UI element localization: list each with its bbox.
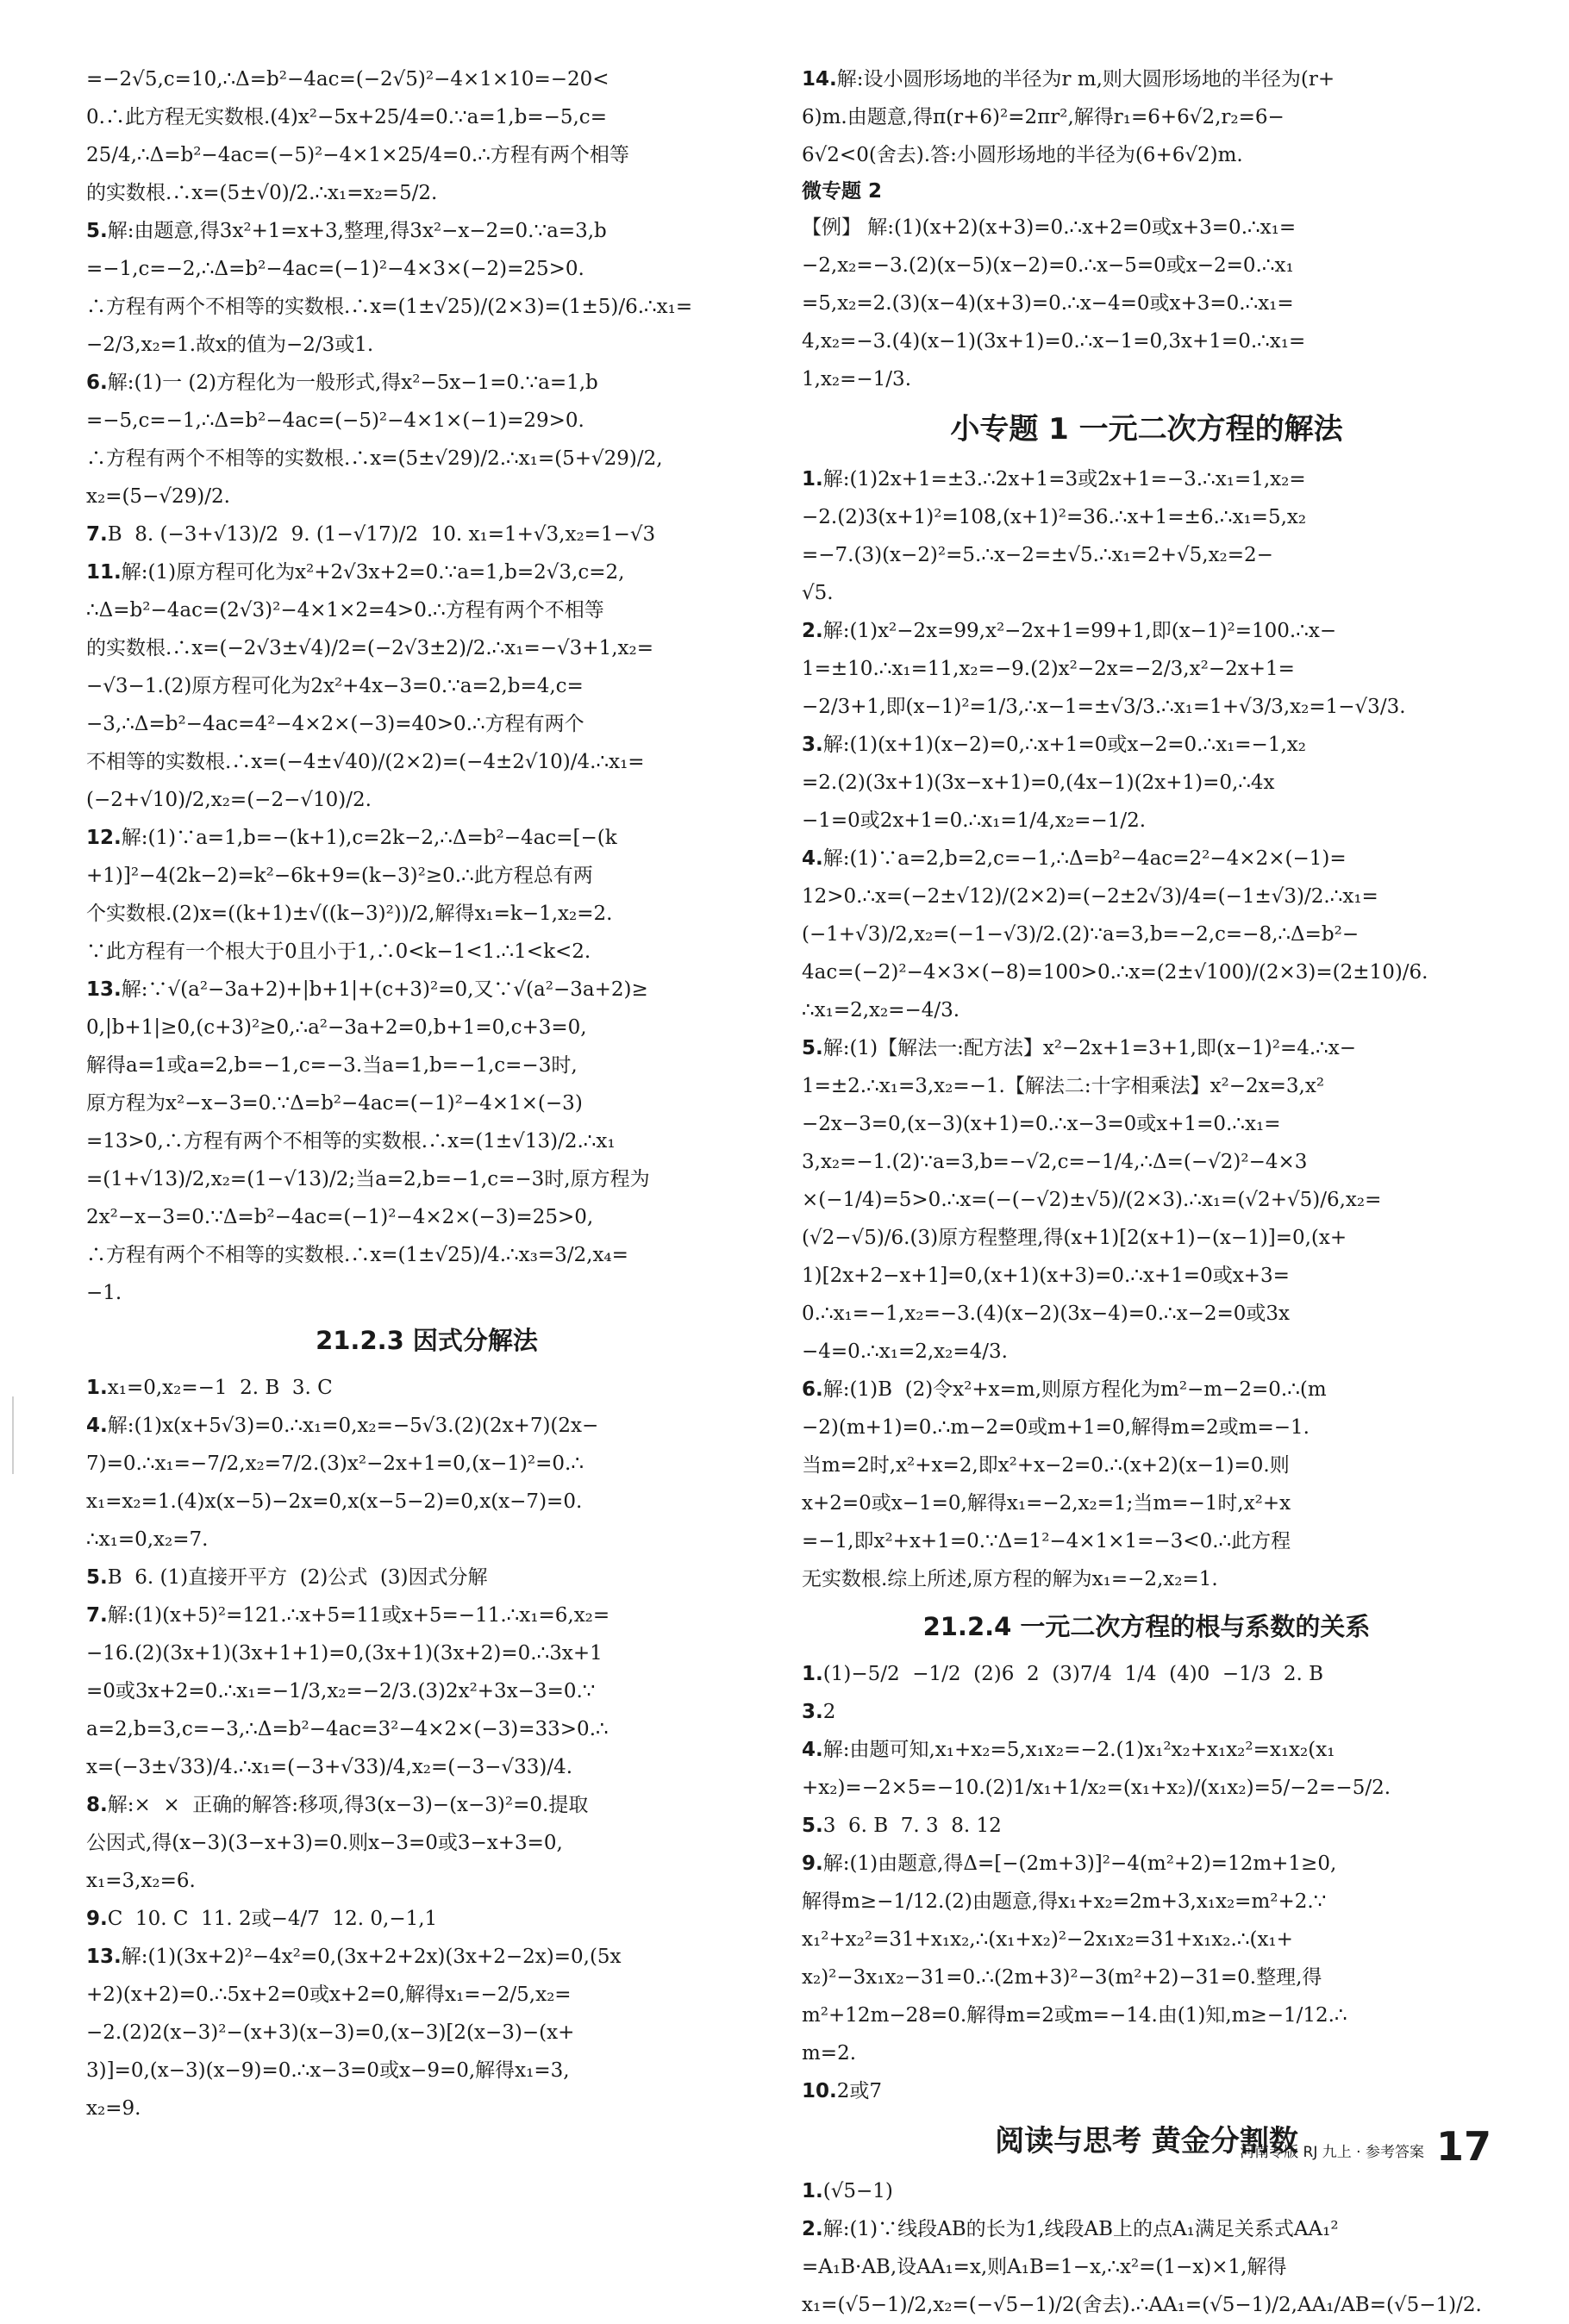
answer-text: +1)]²−4(2k−2)=k²−6k+9=(k−3)²≥0.∴此方程总有两 [86, 865, 593, 887]
topic-1-items [802, 460, 1491, 1598]
item-number: 4. [802, 1739, 823, 1761]
answer-item [802, 460, 1491, 612]
answer-text: −2/3,x₂=1.故x的值为−2/3或1. [86, 334, 374, 356]
answer-item [86, 553, 767, 819]
answer-text: =−7.(3)(x−2)²=5.∴x−2=±√5.∴x₁=2+√5,x₂=2− [802, 544, 1273, 566]
answer-line [86, 440, 767, 478]
item-number: 1. [802, 1663, 823, 1685]
answer-line [802, 1409, 1491, 1446]
left-intro-block [86, 60, 767, 212]
answer-line [802, 2248, 1491, 2286]
micro-topic-heading: 微专题 2 [802, 180, 883, 203]
answer-item [802, 840, 1491, 1029]
answer-item [86, 1596, 767, 1786]
answer-text: =−5,c=−1,∴Δ=b²−4ac=(−5)²−4×1×(−1)=29>0. [86, 409, 584, 432]
micro-topic-lines [802, 209, 1491, 398]
answer-text: 7)=0.∴x₁=−7/2,x₂=7/2.(3)x²−2x+1=0,(x−1)²=0.∴ [86, 1452, 584, 1475]
answer-text: 无实数根.综上所述,原方程的解为x₁=−2,x₂=1. [802, 1568, 1218, 1590]
answer-text: 解:(1)∵线段AB的长为1,线段AB上的点A₁满足关系式AA₁² [822, 2218, 1339, 2240]
answer-line [86, 1559, 767, 1596]
answer-line [86, 1198, 767, 1236]
answer-text: √5. [802, 582, 834, 604]
answer-text: ∴方程有两个不相等的实数根.∴x=(1±√25)/4.∴x₃=3/2,x₄= [86, 1244, 628, 1266]
answer-text: 0.∴x₁=−1,x₂=−3.(4)(x−2)(3x−4)=0.∴x−2=0或3x [802, 1303, 1291, 1325]
answer-line [802, 726, 1491, 764]
answer-line [802, 1845, 1491, 1883]
right-column [802, 60, 1491, 2324]
answer-line [802, 1029, 1491, 1067]
answer-text: ∴x₁=2,x₂=−4/3. [802, 999, 960, 1021]
item-number: 4. [802, 847, 823, 870]
answer-line [86, 667, 767, 705]
item-number: 9. [86, 1908, 108, 1930]
answer-text: x₁²+x₂²=31+x₁x₂,∴(x₁+x₂)²−2x₁x₂=31+x₁x₂.∴(x₁+ [802, 1928, 1293, 1951]
answer-line [86, 1160, 767, 1198]
answer-text: 3)]=0,(x−3)(x−9)=0.∴x−3=0或x−9=0,解得x₁=3, [86, 2059, 570, 2082]
answer-line [86, 2014, 767, 2052]
answer-line [86, 212, 767, 250]
answer-line [86, 1521, 767, 1559]
answer-item [802, 1029, 1491, 1371]
answer-line: =5,x₂=2.(3)(x−4)(x+3)=0.∴x−4=0或x+3=0.∴x₁= [802, 292, 1294, 315]
answer-line [802, 98, 1491, 136]
answer-text: (√5−1) [822, 2180, 893, 2202]
answer-text: ∴方程有两个不相等的实数根.∴x=(5±√29)/2.∴x₁=(5+√29)/2, [86, 447, 663, 470]
answer-text: 2 [822, 1701, 836, 1723]
answer-line [86, 1445, 767, 1483]
section-heading-21-2-4: 21.2.4 一元二次方程的根与系数的关系 [922, 1612, 1371, 1641]
answer-line [802, 1883, 1491, 1921]
answer-line [86, 1009, 767, 1046]
answer-item [86, 819, 767, 971]
item-number: 1. [802, 2180, 823, 2202]
answer-item [802, 612, 1491, 726]
section-21-2-4-items [802, 1655, 1491, 2110]
answer-text: 解:(1)x²−2x=99,x²−2x+1=99+1,即(x−1)²=100.∴x− [822, 620, 1337, 642]
answer-line [802, 802, 1491, 840]
answer-text: 解:∵√(a²−3a+2)+|b+1|+(c+3)²=0,又∵√(a²−3a+2)≥ [121, 978, 648, 1001]
answer-line [802, 1484, 1491, 1522]
answer-text: +2)(x+2)=0.∴5x+2=0或x+2=0,解得x₁=−2/5,x₂= [86, 1984, 572, 2006]
answer-line [802, 650, 1491, 688]
answer-text: 解:(1)原方程可化为x²+2√3x+2=0.∵a=1,b=2√3,c=2, [121, 561, 625, 584]
answer-line [802, 1959, 1491, 1996]
answer-text: 6)m.由题意,得π(r+6)²=2πr²,解得r₁=6+6√2,r₂=6− [802, 106, 1285, 128]
answer-line [86, 895, 767, 933]
answer-text: (1)−5/2 −1/2 (2)6 2 (3)7/4 1/4 (4)0 −1/3 2. B [822, 1663, 1323, 1685]
item-number: 6. [86, 372, 108, 394]
answer-item [86, 1900, 767, 1938]
answer-text: 解得m≥−1/12.(2)由题意,得x₁+x₂=2m+3,x₁x₂=m²+2.∵ [802, 1890, 1327, 1913]
answer-line [802, 1769, 1491, 1807]
answer-line [802, 1105, 1491, 1143]
answer-line: 1,x₂=−1/3. [802, 368, 912, 390]
answer-text: =0或3x+2=0.∴x₁=−1/3,x₂=−2/3.(3)2x²+3x−3=0.∵ [86, 1680, 596, 1702]
section-21-2-3-items [86, 1369, 767, 2127]
answer-text: =2.(2)(3x+1)(3x−x+1)=0,(4x−1)(2x+1)=0,∴4x [802, 772, 1275, 794]
answer-text: 解:(1)(x+1)(x−2)=0,∴x+1=0或x−2=0.∴x₁=−1,x₂ [822, 734, 1306, 756]
answer-line [86, 781, 767, 819]
answer-text: 解:(1)∵a=1,b=−(k+1),c=2k−2,∴Δ=b²−4ac=[−(k [121, 827, 617, 849]
answer-text: (−1+√3)/2,x₂=(−1−√3)/2.(2)∵a=3,b=−2,c=−8,∴Δ=b²− [802, 923, 1360, 946]
answer-text: C 10. C 11. 2或−4/7 12. 0,−1,1 [107, 1908, 438, 1930]
answer-text: a=2,b=3,c=−3,∴Δ=b²−4ac=3²−4×2×(−3)=33>0.∴ [86, 1718, 609, 1740]
left-column [86, 60, 767, 2127]
answer-text: x₁=0,x₂=−1 2. B 3. C [107, 1377, 333, 1399]
binding-mark [12, 1396, 14, 1474]
item-number: 12. [86, 827, 122, 849]
answer-line [802, 688, 1491, 726]
answer-line [86, 591, 767, 629]
answer-text: −2.(2)3(x+1)²=108,(x+1)²=36.∴x+1=±6.∴x₁=5,x₂ [802, 506, 1307, 528]
answer-text: x₁=x₂=1.(4)x(x−5)−2x=0,x(x−5−2)=0,x(x−7)=0. [86, 1490, 583, 1513]
answer-line [802, 2034, 1491, 2072]
answer-line [802, 878, 1491, 915]
answer-text: B 6. (1)直接开平方 (2)公式 (3)因式分解 [107, 1566, 488, 1589]
answer-text: 12>0.∴x=(−2±√12)/(2×2)=(−2±2√3)/4=(−1±√3)/2.∴x₁= [802, 885, 1378, 908]
answer-text: 6√2<0(舍去).答:小圆形场地的半径为(6+6√2)m. [802, 144, 1243, 166]
answer-line [86, 743, 767, 781]
answer-text: 1=±2.∴x₁=3,x₂=−1.【解法二:十字相乘法】x²−2x=3,x² [802, 1075, 1325, 1097]
answer-line [802, 1371, 1491, 1409]
answer-text: −1. [86, 1282, 122, 1304]
answer-line [86, 515, 767, 553]
answer-text: 原方程为x²−x−3=0.∵Δ=b²−4ac=(−1)²−4×1×(−3) [86, 1092, 583, 1115]
answer-text: 的实数根.∴x=(−2√3±√4)/2=(−2√3±2)/2.∴x₁=−√3+1,x₂= [86, 637, 653, 659]
answer-text: 个实数根.(2)x=((k+1)±√((k−3)²))/2,解得x₁=k−1,x₂=2. [86, 903, 613, 925]
answer-text: 3 6. B 7. 3 8. 12 [822, 1815, 1002, 1837]
answer-line: 0.∴此方程无实数根.(4)x²−5x+25/4=0.∵a=1,b=−5,c= [86, 106, 607, 128]
answer-text: x+2=0或x−1=0,解得x₁=−2,x₂=1;当m=−1时,x²+x [802, 1492, 1291, 1515]
answer-line [802, 2210, 1491, 2248]
answer-line [802, 953, 1491, 991]
answer-item [86, 515, 767, 553]
answer-text: x₂=9. [86, 2097, 141, 2120]
answer-text: 解得a=1或a=2,b=−1,c=−3.当a=1,b=−1,c=−3时, [86, 1054, 578, 1077]
answer-text: m=2. [802, 2042, 857, 2065]
answer-item [86, 1559, 767, 1596]
answer-line [86, 1786, 767, 1824]
answer-text: 0,|b+1|≥0,(c+3)²≥0,∴a²−3a+2=0,b+1=0,c+3=0, [86, 1016, 587, 1039]
item-number: 5. [86, 220, 108, 242]
answer-text: ∵此方程有一个根大于0且小于1,∴0<k−1<1.∴1<k<2. [86, 940, 591, 963]
answer-line [802, 840, 1491, 878]
answer-text: B 8. (−3+√13)/2 9. (1−√17)/2 10. x₁=1+√3,x₂=1−√3 [107, 523, 656, 546]
answer-text: =−1,c=−2,∴Δ=b²−4ac=(−1)²−4×3×(−2)=25>0. [86, 258, 584, 280]
item-number: 5. [802, 1815, 823, 1837]
answer-line [802, 1522, 1491, 1560]
answer-line [802, 915, 1491, 953]
footer-label: 河南专版 RJ 九上 · 参考答案 [1240, 2144, 1424, 2161]
answer-text: 1)[2x+2−x+1]=0,(x+1)(x+3)=0.∴x+1=0或x+3= [802, 1265, 1290, 1287]
answer-item [86, 1938, 767, 2127]
answer-line [86, 2090, 767, 2127]
answer-line [86, 857, 767, 895]
answer-item [86, 1786, 767, 1900]
answer-line [86, 629, 767, 667]
answer-text: 解:由题意,得3x²+1=x+3,整理,得3x²−x−2=0.∵a=3,b [107, 220, 607, 242]
answer-line [86, 553, 767, 591]
answer-line [802, 1996, 1491, 2034]
answer-item [86, 364, 767, 515]
item-number: 11. [86, 561, 122, 584]
answer-line [802, 764, 1491, 802]
answer-line [86, 1274, 767, 1312]
item-number: 5. [86, 1566, 108, 1589]
answer-line [802, 1219, 1491, 1257]
item-number: 2. [802, 620, 823, 642]
answer-item [802, 1371, 1491, 1598]
answer-line [86, 478, 767, 515]
answer-line [86, 364, 767, 402]
answer-line [802, 2072, 1491, 2110]
answer-line [86, 1369, 767, 1407]
answer-line [86, 1938, 767, 1976]
item-number: 10. [802, 2080, 837, 2102]
answer-text: (√2−√5)/6.(3)原方程整理,得(x+1)[2(x+1)−(x−1)]=0,(x+ [802, 1227, 1347, 1249]
item-number: 13. [86, 978, 122, 1001]
answer-text: 解:(1)2x+1=±3.∴2x+1=3或2x+1=−3.∴x₁=1,x₂= [822, 468, 1306, 490]
answer-text: =(1+√13)/2,x₂=(1−√13)/2;当a=2,b=−1,c=−3时,原方程为 [86, 1168, 650, 1190]
reading-heading: 阅读与思考 黄金分割数 [995, 2124, 1298, 2158]
answer-line [802, 1333, 1491, 1371]
answer-line [86, 1596, 767, 1634]
answer-line [802, 1693, 1491, 1731]
answer-line: 的实数根.∴x=(5±√0)/2.∴x₁=x₂=5/2. [86, 182, 438, 204]
item-number: 7. [86, 1604, 108, 1627]
item-number: 9. [802, 1852, 823, 1875]
answer-text: 公因式,得(x−3)(3−x+3)=0.则x−3=0或3−x+3=0, [86, 1832, 563, 1854]
item-number: 2. [802, 2218, 823, 2240]
answer-text: 解:(1)由题意,得Δ=[−(2m+3)]²−4(m²+2)=12m+1≥0, [822, 1852, 1337, 1875]
item-number: 3. [802, 734, 823, 756]
answer-text: (−2+√10)/2,x₂=(−2−√10)/2. [86, 789, 372, 811]
answer-line: −2,x₂=−3.(2)(x−5)(x−2)=0.∴x−5=0或x−2=0.∴x₁ [802, 254, 1294, 277]
answer-line [802, 1295, 1491, 1333]
answer-text: −3,∴Δ=b²−4ac=4²−4×2×(−3)=40>0.∴方程有两个 [86, 713, 584, 735]
answer-item [86, 971, 767, 1312]
answer-line [802, 1143, 1491, 1181]
answer-line [86, 1748, 767, 1786]
answer-line [802, 991, 1491, 1029]
item-number: 3. [802, 1701, 823, 1723]
answer-line [86, 2052, 767, 2090]
answer-line: 4,x₂=−3.(4)(x−1)(3x+1)=0.∴x−1=0,3x+1=0.∴x₁= [802, 330, 1306, 353]
page-footer [1240, 2125, 1491, 2168]
answer-line [86, 1900, 767, 1938]
item-number: 1. [86, 1377, 108, 1399]
item-number: 1. [802, 468, 823, 490]
answer-line [802, 1257, 1491, 1295]
answer-line [802, 612, 1491, 650]
answer-text: −4=0.∴x₁=2,x₂=4/3. [802, 1340, 1008, 1363]
answer-item [802, 2172, 1491, 2210]
answer-text: 不相等的实数根.∴x=(−4±√40)/(2×2)=(−4±2√10)/4.∴x₁= [86, 751, 645, 773]
answer-text: ∴x₁=0,x₂=7. [86, 1528, 209, 1551]
answer-line [802, 1921, 1491, 1959]
answer-text: =13>0,∴方程有两个不相等的实数根.∴x=(1±√13)/2.∴x₁ [86, 1130, 616, 1153]
answer-text: 解:(1)【解法一:配方法】x²−2x+1=3+1,即(x−1)²=4.∴x− [822, 1037, 1357, 1059]
item-number: 7. [86, 523, 108, 546]
answer-text: x₂)²−3x₁x₂−31=0.∴(2m+3)²−3(m²+2)−31=0.整理,得 [802, 1966, 1322, 1989]
item-number: 5. [802, 1037, 823, 1059]
answer-text: 解:(1)B (2)令x²+x=m,则原方程化为m²−m−2=0.∴(m [822, 1378, 1327, 1401]
answer-text: =−1,即x²+x+1=0.∵Δ=1²−4×1×1=−3<0.∴此方程 [802, 1530, 1291, 1552]
reading-items [802, 2172, 1491, 2324]
answer-text: 2或7 [836, 2080, 883, 2102]
answer-item [802, 1693, 1491, 1731]
answer-item [802, 60, 1491, 174]
answer-line [802, 1446, 1491, 1484]
answer-line [86, 1710, 767, 1748]
answer-text: ×(−1/4)=5>0.∴x=(−(−√2)±√5)/(2×3).∴x₁=(√2+√5)/6,x₂= [802, 1189, 1382, 1211]
item-number: 6. [802, 1378, 823, 1401]
answer-line [86, 1634, 767, 1672]
answer-line [802, 574, 1491, 612]
answer-line [86, 326, 767, 364]
answer-item [802, 1807, 1491, 1845]
answer-line [802, 1560, 1491, 1598]
answer-text: −2x−3=0,(x−3)(x+1)=0.∴x−3=0或x+1=0.∴x₁= [802, 1113, 1281, 1135]
answer-text: −2.(2)2(x−3)²−(x+3)(x−3)=0,(x−3)[2(x−3)−(x+ [86, 2021, 575, 2044]
answer-line: =−2√5,c=10,∴Δ=b²−4ac=(−2√5)²−4×1×10=−20< [86, 68, 609, 91]
answer-line [802, 60, 1491, 98]
answer-item [86, 1369, 767, 1407]
answer-item [802, 2072, 1491, 2110]
answer-text: 解:(1)一 (2)方程化为一般形式,得x²−5x−1=0.∵a=1,b [107, 372, 598, 394]
answer-line [86, 402, 767, 440]
answer-text: 3,x₂=−1.(2)∵a=3,b=−√2,c=−1/4,∴Δ=(−√2)²−4×3 [802, 1151, 1308, 1173]
answer-text: 解:× × 正确的解答:移项,得3(x−3)−(x−3)²=0.提取 [107, 1794, 589, 1816]
answer-line [86, 1672, 767, 1710]
item-number: 4. [86, 1415, 108, 1437]
answer-text: x₁=3,x₂=6. [86, 1870, 196, 1892]
answer-line [802, 536, 1491, 574]
answer-text: 解:设小圆形场地的半径为r m,则大圆形场地的半径为(r+ [836, 68, 1335, 91]
answer-line [802, 2286, 1491, 2324]
answer-line [86, 1407, 767, 1445]
answer-line [802, 2172, 1491, 2210]
answer-text: x=(−3±√33)/4.∴x₁=(−3+√33)/4,x₂=(−3−√33)/4. [86, 1756, 573, 1778]
answer-line: 【例】 解:(1)(x+2)(x+3)=0.∴x+2=0或x+3=0.∴x₁= [802, 216, 1297, 239]
answer-text: ∴方程有两个不相等的实数根.∴x=(1±√25)/(2×3)=(1±5)/6.∴x₁= [86, 296, 693, 318]
answer-text: 解:(1)∵a=2,b=2,c=−1,∴Δ=b²−4ac=2²−4×2×(−1)= [822, 847, 1347, 870]
answer-item [86, 212, 767, 364]
answer-text: ∴Δ=b²−4ac=(2√3)²−4×1×2=4>0.∴方程有两个不相等 [86, 599, 604, 622]
answer-line [86, 705, 767, 743]
answer-text: −2/3+1,即(x−1)²=1/3,∴x−1=±√3/3.∴x₁=1+√3/3,x₂=1−√3/3. [802, 696, 1406, 718]
answer-text: 当m=2时,x²+x=2,即x²+x−2=0.∴(x+2)(x−1)=0.则 [802, 1454, 1290, 1477]
answer-line [86, 1046, 767, 1084]
answer-text: −√3−1.(2)原方程可化为2x²+4x−3=0.∵a=2,b=4,c= [86, 675, 584, 697]
answer-text: x₂=(5−√29)/2. [86, 485, 230, 508]
topic-1-heading: 小专题 1 一元二次方程的解法 [950, 412, 1343, 447]
answer-item [802, 1655, 1491, 1693]
answer-item [802, 726, 1491, 840]
answer-text: 2x²−x−3=0.∵Δ=b²−4ac=(−1)²−4×2×(−3)=25>0, [86, 1206, 594, 1228]
answer-text: −2)(m+1)=0.∴m−2=0或m+1=0,解得m=2或m=−1. [802, 1416, 1310, 1439]
answer-line [86, 1084, 767, 1122]
answer-line [802, 1807, 1491, 1845]
answer-line [86, 1976, 767, 2014]
answer-text: m²+12m−28=0.解得m=2或m=−14.由(1)知,m≥−1/12.∴ [802, 2004, 1347, 2027]
answer-text: 解:(1)x(x+5√3)=0.∴x₁=0,x₂=−5√3.(2)(2x+7)(2x− [107, 1415, 599, 1437]
answer-text: −1=0或2x+1=0.∴x₁=1/4,x₂=−1/2. [802, 809, 1147, 832]
right-top-items [802, 60, 1491, 174]
answer-line [802, 460, 1491, 498]
answer-text: 4ac=(−2)²−4×3×(−8)=100>0.∴x=(2±√100)/(2×3)=(2±10)/6. [802, 961, 1428, 984]
section-heading-21-2-3: 21.2.3 因式分解法 [316, 1326, 538, 1355]
item-number: 13. [86, 1946, 122, 1968]
answer-line [802, 136, 1491, 174]
answer-line [86, 1122, 767, 1160]
answer-text: x₁=(√5−1)/2,x₂=(−√5−1)/2(舍去).∴AA₁=(√5−1)/2,AA₁/AB=(√5−1)/2. [802, 2294, 1482, 2316]
answer-text: 解:(1)(3x+2)²−4x²=0,(3x+2+2x)(3x+2−2x)=0,(5x [121, 1946, 622, 1968]
answer-item [802, 2210, 1491, 2324]
item-number: 8. [86, 1794, 108, 1816]
answer-line [86, 933, 767, 971]
answer-line: 25/4,∴Δ=b²−4ac=(−5)²−4×1×25/4=0.∴方程有两个相等 [86, 144, 629, 166]
answer-text: 解:(1)(x+5)²=121.∴x+5=11或x+5=−11.∴x₁=6,x₂= [107, 1604, 610, 1627]
answer-line [802, 1181, 1491, 1219]
left-items-block [86, 212, 767, 1312]
answer-line [802, 1067, 1491, 1105]
answer-item [86, 1407, 767, 1559]
answer-text: 解:由题可知,x₁+x₂=5,x₁x₂=−2.(1)x₁²x₂+x₁x₂²=x₁x₂(x₁ [822, 1739, 1335, 1761]
answer-text: +x₂)=−2×5=−10.(2)1/x₁+1/x₂=(x₁+x₂)/(x₁x₂)=5/−2=−5/2. [802, 1777, 1391, 1799]
answer-line [802, 498, 1491, 536]
answer-line [86, 971, 767, 1009]
answer-line [86, 288, 767, 326]
answer-text: −16.(2)(3x+1)(3x+1+1)=0,(3x+1)(3x+2)=0.∴3x+1 [86, 1642, 603, 1665]
answer-line [86, 1236, 767, 1274]
answer-line [86, 1862, 767, 1900]
answer-line [802, 1731, 1491, 1769]
answer-item [802, 1731, 1491, 1807]
answer-text: =A₁B·AB,设AA₁=x,则A₁B=1−x,∴x²=(1−x)×1,解得 [802, 2256, 1287, 2278]
answer-item [802, 1845, 1491, 2072]
item-number: 14. [802, 68, 837, 91]
answer-line [802, 1655, 1491, 1693]
answer-text: 1=±10.∴x₁=11,x₂=−9.(2)x²−2x=−2/3,x²−2x+1= [802, 658, 1295, 680]
page-number: 17 [1435, 2123, 1491, 2170]
answer-line [86, 1483, 767, 1521]
answer-line [86, 819, 767, 857]
answer-line [86, 1824, 767, 1862]
answer-line [86, 250, 767, 288]
